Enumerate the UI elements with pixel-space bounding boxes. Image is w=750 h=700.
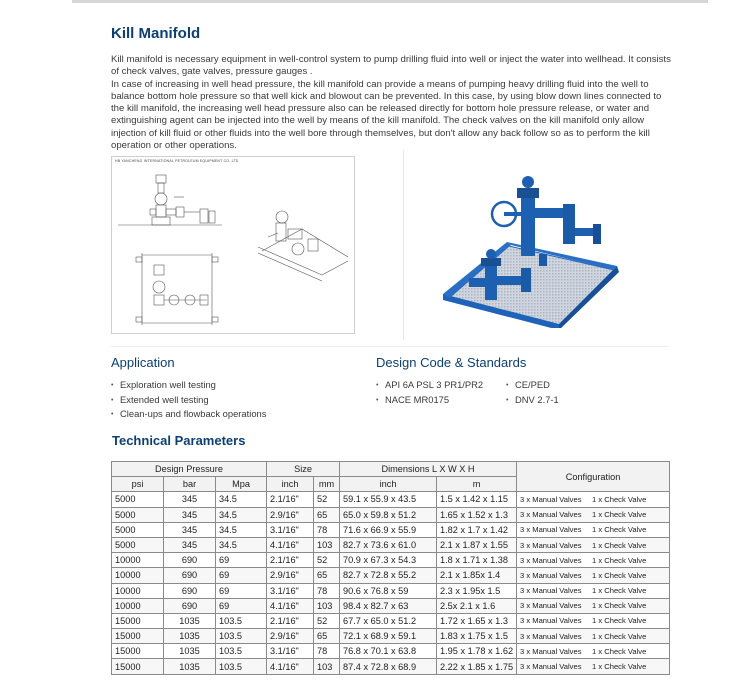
intro-text: [111, 54, 671, 152]
cell-mpa: 103.5: [216, 644, 267, 659]
cell-size-inch: 3.1/16": [267, 644, 314, 659]
cell-size-inch: 2.1/16": [267, 553, 314, 568]
cell-configuration: [517, 613, 670, 628]
cell-mpa: 103.5: [216, 613, 267, 628]
header-design-pressure: Design Pressure: [112, 462, 267, 477]
table-body: [112, 492, 670, 674]
header-psi: psi: [112, 477, 164, 492]
cell-bar: 690: [164, 553, 216, 568]
table-header-row: [112, 462, 670, 477]
config-check-valve: 1 x Check Valve: [592, 540, 647, 550]
header-bar: bar: [164, 477, 216, 492]
config-manual-valves: 3 x Manual Valves: [520, 525, 582, 535]
config-check-valve: 1 x Check Valve: [592, 510, 647, 520]
table-row: [112, 598, 670, 613]
cell-dim-inch: 76.8 x 70.1 x 63.8: [340, 644, 437, 659]
cell-mpa: 34.5: [216, 522, 267, 537]
standards-list-2: [506, 378, 559, 407]
config-manual-valves: 3 x Manual Valves: [520, 586, 582, 596]
config-check-valve: 1 x Check Valve: [592, 570, 647, 580]
table-row: [112, 659, 670, 674]
cell-psi: 5000: [112, 522, 164, 537]
header-dim-inch: inch: [340, 477, 437, 492]
config-manual-valves: 3 x Manual Valves: [520, 601, 582, 611]
cell-configuration: [517, 522, 670, 537]
application-list: [111, 378, 266, 422]
cell-size-mm: 78: [314, 644, 340, 659]
cell-size-mm: 78: [314, 522, 340, 537]
intro-paragraph-2: In case of increasing in well head pressure, the kill manifold can provide a means of pumping heavy drilling fluid into the well to balance bottom hole pressure so that well kick and blowout can be prevented. In this case, by using blow down lines connected to the kill manifold, the increasing well head pressure also can be released directly for bottom hole pressure release, or water and extinguishing agent can be injected into the well by means of the kill manifold. The check valves on the kill manifold only allow injection of kill fluid or other fluids into the well bore through themselves, but don't allow any back follow so as to perform the kill operation or other operations.: [111, 78, 662, 152]
cell-dim-m: 2.22 x 1.85 x 1.75: [437, 659, 517, 674]
cell-configuration: [517, 659, 670, 674]
config-manual-valves: 3 x Manual Valves: [520, 555, 582, 565]
cell-dim-m: 2.5x 2.1 x 1.6: [437, 598, 517, 613]
cell-mpa: 69: [216, 583, 267, 598]
cell-psi: 10000: [112, 553, 164, 568]
table-row: [112, 629, 670, 644]
cell-size-inch: 3.1/16": [267, 522, 314, 537]
technical-drawing: [111, 156, 355, 334]
cell-dim-m: 1.83 x 1.75 x 1.5: [437, 629, 517, 644]
cell-mpa: 34.5: [216, 507, 267, 522]
cell-size-inch: 2.9/16": [267, 568, 314, 583]
cell-dim-m: 2.3 x 1.95x 1.5: [437, 583, 517, 598]
cell-size-inch: 4.1/16": [267, 537, 314, 552]
config-manual-valves: 3 x Manual Valves: [520, 494, 582, 504]
cell-bar: 1035: [164, 644, 216, 659]
cell-bar: 1035: [164, 613, 216, 628]
standards-list-1: [376, 378, 483, 407]
cell-dim-inch: 87.4 x 72.8 x 68.9: [340, 659, 437, 674]
standards-heading: Design Code & Standards: [376, 355, 527, 370]
cell-dim-m: 2.1 x 1.85x 1.4: [437, 568, 517, 583]
cell-dim-m: 2.1 x 1.87 x 1.55: [437, 537, 517, 552]
page-title: Kill Manifold: [111, 25, 201, 42]
cell-size-inch: 4.1/16": [267, 598, 314, 613]
config-check-valve: 1 x Check Valve: [592, 555, 647, 565]
table-row: [112, 492, 670, 507]
cell-configuration: [517, 553, 670, 568]
cell-size-inch: 2.1/16": [267, 613, 314, 628]
cell-psi: 10000: [112, 568, 164, 583]
drawing-sketch-image: [112, 157, 354, 333]
cell-configuration: [517, 583, 670, 598]
config-manual-valves: 3 x Manual Valves: [520, 662, 582, 672]
cell-configuration: [517, 644, 670, 659]
cell-bar: 345: [164, 507, 216, 522]
image-divider: [403, 150, 404, 340]
config-check-valve: 1 x Check Valve: [592, 631, 647, 641]
table-row: [112, 522, 670, 537]
cell-size-mm: 103: [314, 598, 340, 613]
cell-mpa: 103.5: [216, 629, 267, 644]
cell-size-mm: 65: [314, 629, 340, 644]
config-manual-valves: 3 x Manual Valves: [520, 646, 582, 656]
standard-item: • CE/PED: [506, 378, 559, 393]
cell-size-mm: 103: [314, 659, 340, 674]
cell-configuration: [517, 629, 670, 644]
top-divider: [72, 0, 708, 3]
application-item: • Exploration well testing: [111, 378, 266, 393]
cell-dim-inch: 67.7 x 65.0 x 51.2: [340, 613, 437, 628]
cell-psi: 5000: [112, 507, 164, 522]
config-check-valve: 1 x Check Valve: [592, 494, 647, 504]
table-row: [112, 583, 670, 598]
cell-size-mm: 52: [314, 492, 340, 507]
table-row: [112, 507, 670, 522]
application-item: • Clean-ups and flowback operations: [111, 407, 266, 422]
config-manual-valves: 3 x Manual Valves: [520, 631, 582, 641]
cell-bar: 345: [164, 537, 216, 552]
cell-bar: 690: [164, 568, 216, 583]
product-images: [111, 150, 668, 340]
standard-item: • DNV 2.7-1: [506, 393, 559, 408]
cell-dim-inch: 82.7 x 72.8 x 55.2: [340, 568, 437, 583]
drawing-caption: HB YANCHENG INTERNATIONAL PETROLEUM EQUIPMENT CO.,LTD: [115, 159, 239, 163]
config-manual-valves: 3 x Manual Valves: [520, 540, 582, 550]
cell-size-inch: 2.9/16": [267, 629, 314, 644]
technical-parameters-table: [111, 461, 670, 675]
cell-bar: 1035: [164, 659, 216, 674]
cell-bar: 690: [164, 583, 216, 598]
cell-dim-inch: 71.6 x 66.9 x 55.9: [340, 522, 437, 537]
cell-mpa: 34.5: [216, 492, 267, 507]
cell-psi: 10000: [112, 598, 164, 613]
application-heading: Application: [111, 355, 175, 370]
cell-size-mm: 65: [314, 507, 340, 522]
cell-dim-inch: 82.7 x 73.6 x 61.0: [340, 537, 437, 552]
cell-dim-m: 1.65 x 1.52 x 1.3: [437, 507, 517, 522]
config-manual-valves: 3 x Manual Valves: [520, 616, 582, 626]
technical-parameters-heading: Technical Parameters: [112, 433, 246, 448]
cell-dim-m: 1.8 x 1.71 x 1.38: [437, 553, 517, 568]
cell-configuration: [517, 598, 670, 613]
kill-manifold-photo: [429, 168, 619, 328]
config-check-valve: 1 x Check Valve: [592, 662, 647, 672]
cell-psi: 15000: [112, 629, 164, 644]
application-item: • Extended well testing: [111, 393, 266, 408]
cell-psi: 15000: [112, 613, 164, 628]
table-row: [112, 537, 670, 552]
config-check-valve: 1 x Check Valve: [592, 616, 647, 626]
cell-size-inch: 4.1/16": [267, 659, 314, 674]
cell-dim-inch: 98.4 x 82.7 x 63: [340, 598, 437, 613]
cell-mpa: 103.5: [216, 659, 267, 674]
cell-bar: 345: [164, 522, 216, 537]
table-row: [112, 568, 670, 583]
cell-configuration: [517, 537, 670, 552]
standard-item: • API 6A PSL 3 PR1/PR2: [376, 378, 483, 393]
cell-mpa: 69: [216, 598, 267, 613]
cell-dim-inch: 59.1 x 55.9 x 43.5: [340, 492, 437, 507]
config-manual-valves: 3 x Manual Valves: [520, 510, 582, 520]
header-mm: mm: [314, 477, 340, 492]
header-dim-m: m: [437, 477, 517, 492]
cell-psi: 5000: [112, 537, 164, 552]
cell-size-mm: 65: [314, 568, 340, 583]
config-check-valve: 1 x Check Valve: [592, 525, 647, 535]
table-row: [112, 553, 670, 568]
header-mpa: Mpa: [216, 477, 267, 492]
cell-dim-inch: 70.9 x 67.3 x 54.3: [340, 553, 437, 568]
cell-psi: 5000: [112, 492, 164, 507]
cell-dim-m: 1.72 x 1.65 x 1.3: [437, 613, 517, 628]
config-check-valve: 1 x Check Valve: [592, 601, 647, 611]
cell-size-mm: 78: [314, 583, 340, 598]
header-size: Size: [267, 462, 340, 477]
cell-dim-inch: 72.1 x 68.9 x 59.1: [340, 629, 437, 644]
cell-configuration: [517, 492, 670, 507]
cell-size-inch: 2.9/16": [267, 507, 314, 522]
cell-mpa: 34.5: [216, 537, 267, 552]
cell-size-mm: 52: [314, 553, 340, 568]
table-row: [112, 613, 670, 628]
cell-dim-inch: 90.6 x 76.8 x 59: [340, 583, 437, 598]
cell-bar: 1035: [164, 629, 216, 644]
cell-dim-m: 1.82 x 1.7 x 1.42: [437, 522, 517, 537]
header-dimensions: Dimensions L X W X H: [340, 462, 517, 477]
header-inch: inch: [267, 477, 314, 492]
cell-bar: 690: [164, 598, 216, 613]
cell-size-mm: 52: [314, 613, 340, 628]
cell-psi: 15000: [112, 659, 164, 674]
config-check-valve: 1 x Check Valve: [592, 646, 647, 656]
cell-configuration: [517, 568, 670, 583]
cell-size-inch: 2.1/16": [267, 492, 314, 507]
cell-bar: 345: [164, 492, 216, 507]
header-configuration: Configuration: [517, 462, 670, 492]
cell-psi: 10000: [112, 583, 164, 598]
cell-psi: 15000: [112, 644, 164, 659]
cell-dim-m: 1.5 x 1.42 x 1.15: [437, 492, 517, 507]
standard-item: • NACE MR0175: [376, 393, 483, 408]
cell-size-inch: 3.1/16": [267, 583, 314, 598]
table-row: [112, 644, 670, 659]
intro-paragraph-1: Kill manifold is necessary equipment in well-control system to pump drilling fluid into well or inject the water into wellhead. It consists of check valves, gate valves, pressure gauges .: [111, 54, 671, 78]
cell-configuration: [517, 507, 670, 522]
config-manual-valves: 3 x Manual Valves: [520, 570, 582, 580]
section-divider: [111, 346, 668, 347]
cell-dim-inch: 65.0 x 59.8 x 51.2: [340, 507, 437, 522]
cell-mpa: 69: [216, 553, 267, 568]
cell-mpa: 69: [216, 568, 267, 583]
cell-dim-m: 1.95 x 1.78 x 1.62: [437, 644, 517, 659]
config-check-valve: 1 x Check Valve: [592, 586, 647, 596]
cell-size-mm: 103: [314, 537, 340, 552]
